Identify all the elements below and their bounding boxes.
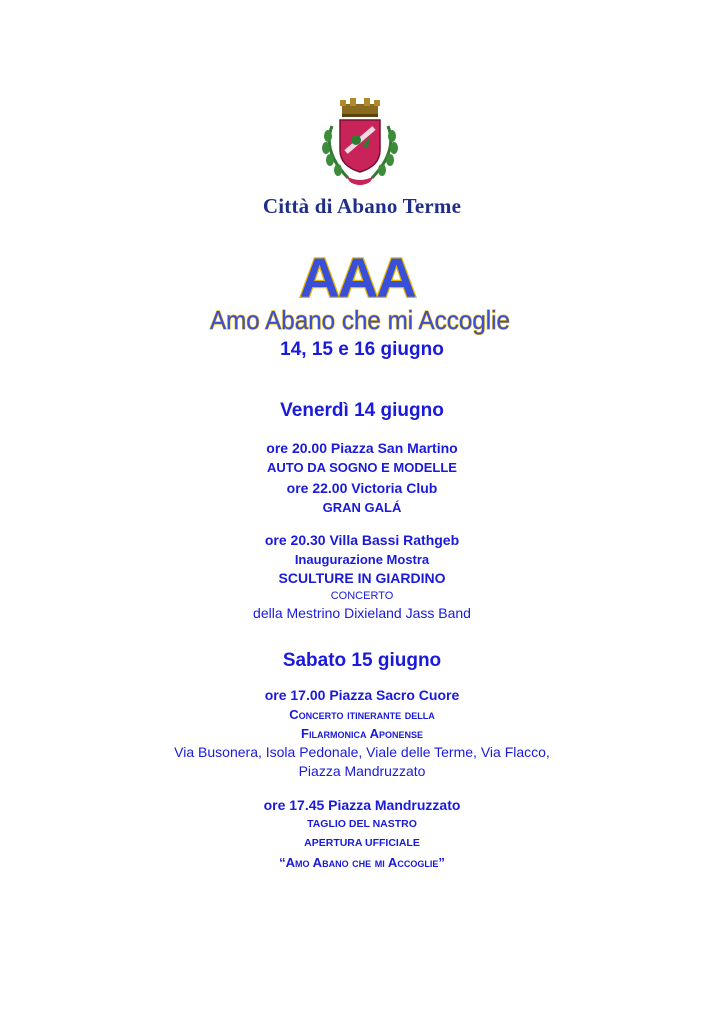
saturday-heading: Sabato 15 giugno	[282, 650, 442, 671]
saturday-b1-line2: Concerto itinerante della	[289, 707, 435, 722]
aaa-logo	[292, 250, 422, 302]
saturday-block-2	[0, 796, 724, 872]
friday-heading: Venerdì 14 giugno	[280, 400, 444, 421]
coat-of-arms-icon	[310, 96, 410, 192]
friday-block-2	[0, 531, 724, 623]
saturday-b2-line4: “Amo Abano che mi Accoglie”	[279, 855, 445, 870]
friday-b2-line1: ore 20.30 Villa Bassi Rathgeb	[264, 532, 460, 548]
friday-b1-line2: AUTO DA SOGNO E MODELLE	[267, 460, 457, 475]
friday-b1-line4: GRAN GALÁ	[322, 500, 402, 515]
friday-b2-line2: Inaugurazione Mostra	[294, 552, 430, 567]
saturday-b1-line1: ore 17.00 Piazza Sacro Cuore	[264, 687, 460, 703]
friday-b2-line5: della Mestrino Dixieland Jass Band	[253, 605, 471, 621]
saturday-b2-line3: APERTURA UFFICIALE	[304, 837, 420, 849]
logo-tagline: Amo Abano che mi Accoglie	[210, 305, 510, 335]
saturday-b2-line1: ore 17.45 Piazza Mandruzzato	[263, 797, 461, 813]
saturday-b1-line4: Via Busonera, Isola Pedonale, Viale delle Terme, Via Flacco,	[174, 744, 550, 760]
friday-b1-line3: ore 22.00 Victoria Club	[286, 480, 438, 496]
friday-block-1	[0, 438, 724, 518]
logo-tagline-graphic	[200, 302, 520, 336]
friday-b2-line4: CONCERTO	[330, 590, 394, 602]
saturday-b1-line5: Piazza Mandruzzato	[298, 763, 426, 779]
friday-b2-line3: SCULTURE IN GIARDINO	[278, 570, 446, 586]
event-dates: 14, 15 e 16 giugno	[280, 339, 444, 360]
logo-acronym: AAA	[299, 250, 415, 302]
friday-b1-line1: ore 20.00 Piazza San Martino	[266, 440, 458, 456]
city-name: Città di Abano Terme	[262, 194, 462, 218]
saturday-b1-line3: Filarmonica Aponense	[301, 726, 423, 741]
saturday-b2-line2: TAGLIO DEL NASTRO	[307, 818, 417, 830]
saturday-block-1	[0, 686, 724, 781]
